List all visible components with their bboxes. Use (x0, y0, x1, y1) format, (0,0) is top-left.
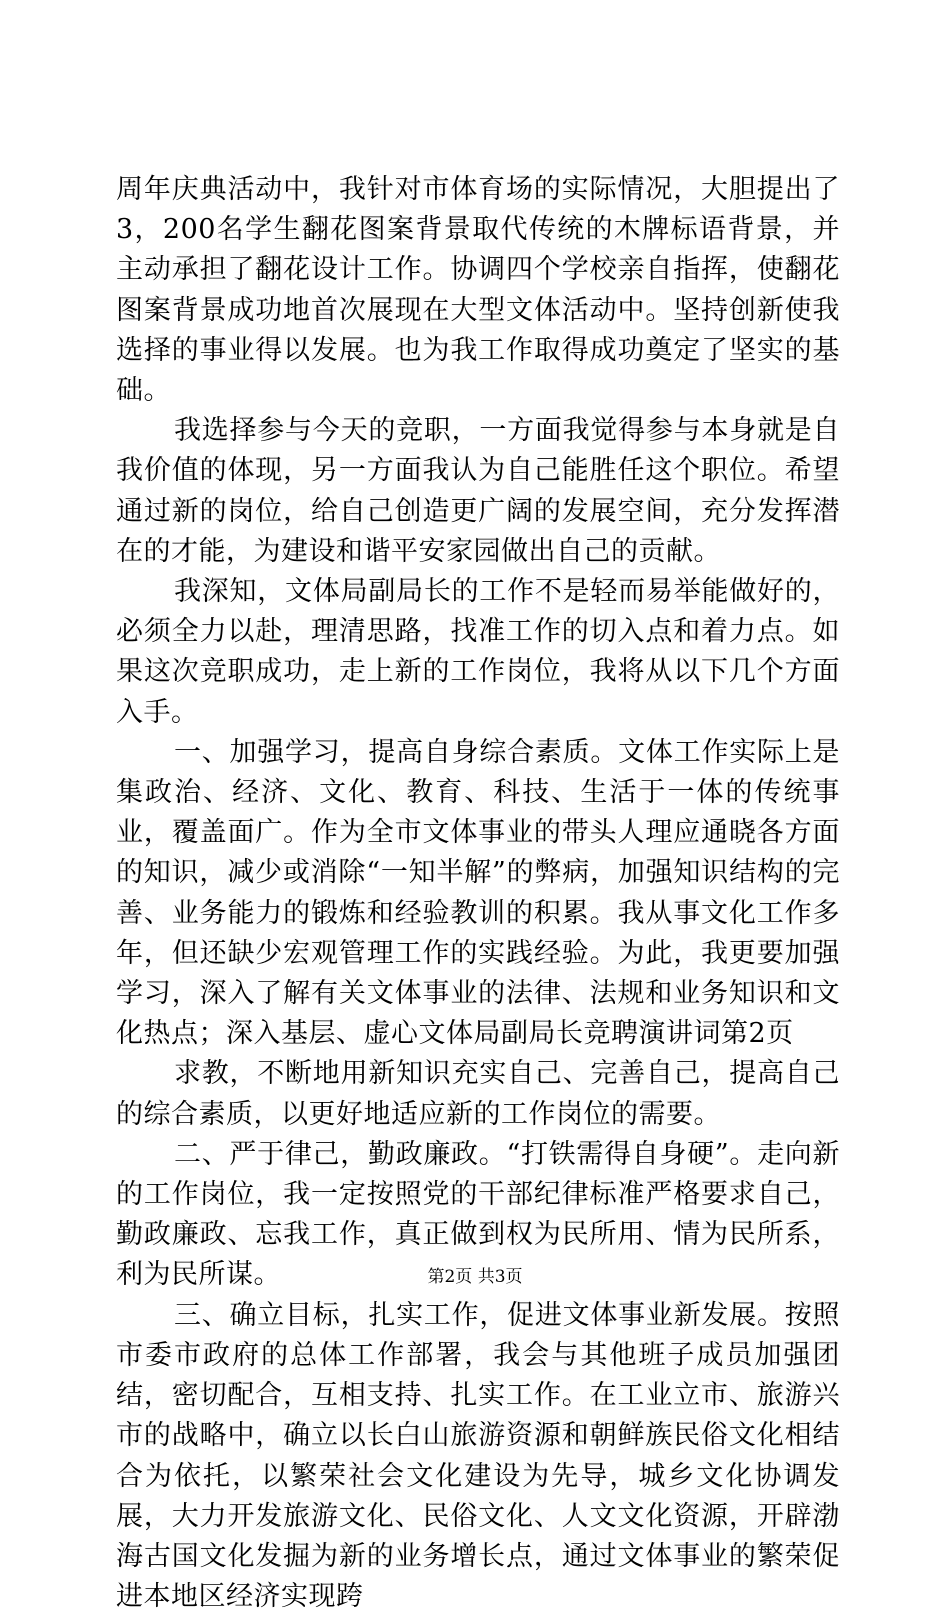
paragraph-2: 我选择参与今天的竞职，一方面我觉得参与本身就是自我价值的体现，另一方面我认为自己能胜任这个职位。希望通过新的岗位，给自己创造更广阔的发展空间，充分发挥潜在的才能，为建设和谐平安家园做出自己的贡献。 (116, 415, 840, 567)
document-body (116, 170, 840, 1617)
paragraph-4: 一、加强学习，提高自身综合素质。文体工作实际上是集政治、经济、文化、教育、科技、生活于一体的传统事业，覆盖面广。作为全市文体事业的带头人理应通晓各方面的知识，减少或消除“一知半解”的弊病，加强知识结构的完善、业务能力的锻炼和经验教训的积累。我从事文化工作多年，但还缺少宏观管理工作的实践经验。为此，我更要加强学习，深入了解有关文体事业的法律、法规和业务知识和文化热点；深入基层、虚心文体局副局长竞聘演讲词第2页 (116, 736, 840, 1050)
paragraph-5: 求教，不断地用新知识充实自己、完善自己，提高自己的综合素质，以更好地适应新的工作岗位的需要。 (116, 1058, 840, 1130)
paragraph-6: 二、严于律己，勤政廉政。“打铁需得自身硬”。走向新的工作岗位，我一定按照党的干部纪律标准严格要求自己，勤政廉政、忘我工作，真正做到权为民所用、情为民所系，利为民所谋。 (116, 1138, 840, 1291)
page-footer: 第2页 共3页 (427, 1267, 523, 1287)
paragraph-7: 三、确立目标，扎实工作，促进文体事业新发展。按照市委市政府的总体工作部署，我会与其他班子成员加强团结，密切配合，互相支持、扎实工作。在工业立市、旅游兴市的战略中，确立以长白山旅游资源和朝鲜族民俗文化相结合为依托，以繁荣社会文化建设为先导，城乡文化协调发展，大力开发旅游文化、民俗文化、人文文化资源，开辟渤海古国文化发掘为新的业务增长点，通过文体事业的繁荣促进本地区经济实现跨 (116, 1299, 840, 1613)
paragraph-3: 我深知，文体局副局长的工作不是轻而易举能做好的，必须全力以赴，理清思路，找准工作的切入点和着力点。如果这次竞职成功，走上新的工作岗位，我将从以下几个方面入手。 (116, 576, 840, 728)
paragraph-1: 周年庆典活动中，我针对市体育场的实际情况，大胆提出了3，200名学生翻花图案背景取代传统的木牌标语背景，并主动承担了翻花设计工作。协调四个学校亲自指挥，使翻花图案背景成功地首次展现在大型文体活动中。坚持创新使我选择的事业得以发展。也为我工作取得成功奠定了坚实的基础。 (116, 174, 840, 407)
